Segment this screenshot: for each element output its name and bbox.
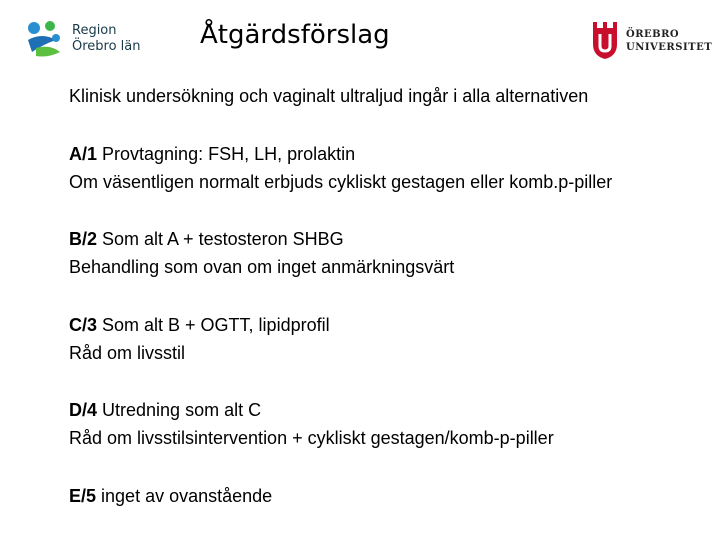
option-c [69, 311, 330, 367]
option-detail: Behandling som ovan om inget anmärkningsvärt [69, 257, 455, 277]
option-text: Som alt A + testosteron SHBG [97, 229, 344, 249]
university-crest-icon [590, 20, 620, 60]
orebro-universitet-logo [590, 18, 713, 62]
option-d [69, 396, 554, 452]
option-text: Provtagning: FSH, LH, prolaktin [97, 144, 356, 164]
option-e [69, 482, 272, 510]
option-text: inget av ovanstående [96, 486, 273, 506]
university-logo-line1: ÖREBRO [626, 29, 680, 40]
page-title: Åtgärdsförslag [200, 20, 390, 50]
option-code: B/2 [69, 229, 98, 249]
option-text: Utredning som alt C [97, 400, 262, 420]
option-code: C/3 [69, 315, 98, 335]
region-orebro-logo-icon [22, 18, 66, 62]
region-logo-line1: Region [72, 23, 117, 38]
university-logo-text [626, 28, 712, 54]
university-logo-line2: UNIVERSITET [626, 42, 713, 53]
region-logo-line2: Örebro län [72, 39, 141, 54]
intro-text: Klinisk undersökning och vaginalt ultraljud ingår i alla alternativen [69, 86, 589, 106]
option-a [69, 140, 612, 196]
option-detail: Om väsentligen normalt erbjuds cykliskt gestagen eller komb.p-piller [69, 172, 613, 192]
region-orebro-logo [22, 18, 142, 62]
option-code: D/4 [69, 400, 98, 420]
region-logo-text [72, 23, 141, 55]
option-b [69, 225, 454, 281]
option-detail: Råd om livsstil [69, 343, 186, 363]
option-text: Som alt B + OGTT, lipidprofil [97, 315, 330, 335]
option-code: E/5 [69, 486, 97, 506]
option-code: A/1 [69, 144, 98, 164]
option-detail: Råd om livsstilsintervention + cykliskt gestagen/komb-p-piller [69, 428, 554, 448]
